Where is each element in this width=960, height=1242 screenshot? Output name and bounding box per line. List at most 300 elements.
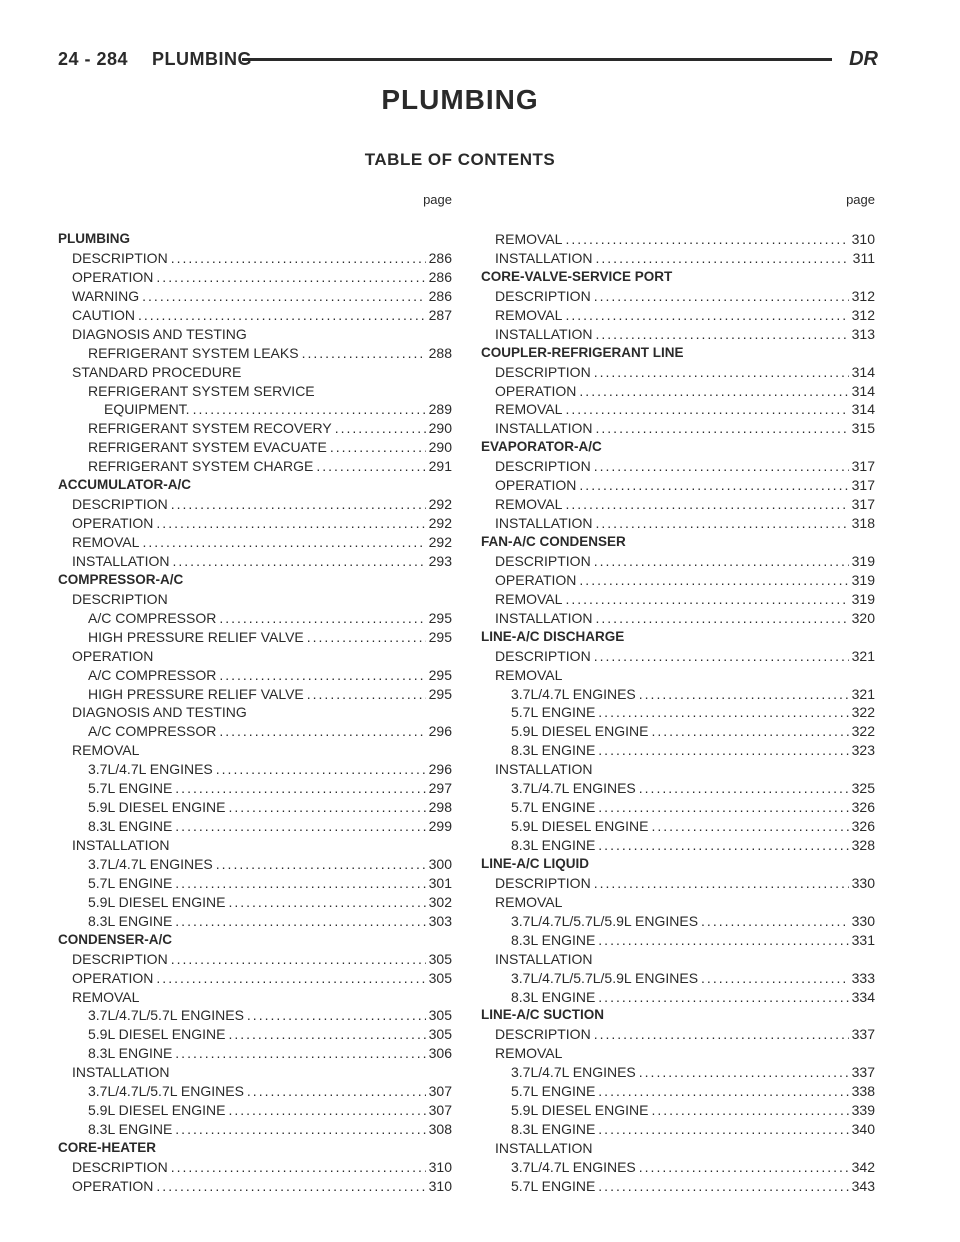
toc-entry [58, 287, 452, 306]
toc-entry-page: 303 [428, 912, 452, 929]
toc-entry-label: REFRIGERANT SYSTEM LEAKS [88, 344, 299, 361]
toc-entry-label: CORE-VALVE-SERVICE PORT [481, 268, 673, 284]
toc-entry [481, 836, 875, 855]
toc-entry [58, 703, 452, 722]
toc-entry-label: REMOVAL [495, 666, 563, 683]
toc-entry-label: 8.3L ENGINE [88, 1045, 173, 1062]
toc-entry [58, 363, 452, 382]
toc-entry-label: REMOVAL [72, 988, 140, 1005]
toc-entry-page: 326 [851, 818, 875, 835]
toc-entry [481, 1082, 875, 1101]
toc-entry-label: INSTALLATION [495, 249, 593, 266]
toc-entry-label: DESCRIPTION [495, 552, 591, 569]
toc-entry-label: OPERATION [72, 969, 154, 986]
toc-entry [481, 969, 875, 988]
dot-leader [594, 647, 849, 666]
toc-entry [481, 722, 875, 741]
toc-entry [58, 419, 452, 438]
toc-entry-label: REMOVAL [495, 401, 563, 418]
toc-entry-label: REMOVAL [495, 231, 563, 247]
toc-entry [58, 1044, 452, 1063]
dot-leader [173, 552, 426, 571]
page-column-label-left: page [423, 192, 452, 207]
dot-leader [579, 476, 848, 495]
toc-entry [481, 609, 875, 628]
dot-leader [651, 1101, 848, 1120]
toc-entry-page: 321 [851, 647, 875, 664]
toc-entry-label: REFRIGERANT SYSTEM SERVICE [88, 382, 315, 399]
toc-entry [58, 1063, 452, 1082]
toc-entry [481, 325, 875, 344]
dot-leader [228, 1101, 425, 1120]
toc-entry-page: 342 [851, 1158, 875, 1175]
toc-entry-page: 311 [852, 249, 875, 266]
toc-entry [58, 400, 452, 419]
toc-entry [58, 438, 452, 457]
toc-entry [481, 703, 875, 722]
toc-entry-page: 291 [428, 458, 452, 475]
toc-entry-label: LINE-A/C LIQUID [481, 855, 589, 871]
toc-entry-label: DIAGNOSIS AND TESTING [72, 704, 247, 721]
toc-entry-label: REMOVAL [495, 893, 563, 910]
toc-entry [58, 779, 452, 798]
toc-entry-label: DESCRIPTION [72, 249, 168, 266]
toc-entry-page: 314 [851, 363, 875, 380]
toc-entry [481, 912, 875, 931]
model-code: DR [849, 48, 878, 70]
dot-leader [598, 703, 848, 722]
dot-leader [216, 855, 426, 874]
toc-entry [58, 609, 452, 628]
dot-leader [193, 400, 426, 419]
toc-entry-label: 5.9L DIESEL ENGINE [511, 1102, 649, 1119]
toc-column-right [481, 230, 875, 1196]
toc-entry-page: 338 [851, 1083, 875, 1100]
dot-leader [598, 931, 848, 950]
toc-entry-page: 306 [428, 1045, 452, 1062]
toc-entry-label: REMOVAL [72, 742, 140, 759]
toc-section-heading [58, 476, 452, 495]
toc-entry-label: 8.3L ENGINE [88, 1121, 173, 1138]
toc-entry-label: 5.9L DIESEL ENGINE [88, 893, 226, 910]
dot-leader [579, 571, 848, 590]
toc-entry-label: 5.9L DIESEL ENGINE [511, 818, 649, 835]
toc-entry-label: STANDARD PROCEDURE [72, 363, 242, 380]
toc-entry-page: 337 [851, 1026, 875, 1043]
toc-entry [58, 874, 452, 893]
toc-entry [481, 1044, 875, 1063]
dot-leader [701, 969, 849, 988]
toc-entry-page: 317 [851, 458, 875, 475]
page-number: 24 - 284 [58, 49, 129, 69]
toc-entry-page: 290 [428, 420, 452, 437]
toc-entry-label: HIGH PRESSURE RELIEF VALVE [88, 685, 304, 702]
dot-leader [171, 950, 426, 969]
toc-entry-page: 287 [428, 306, 452, 323]
dot-leader [142, 287, 425, 306]
toc-entry [58, 685, 452, 704]
toc-entry-page: 319 [851, 552, 875, 569]
toc-entry [481, 1139, 875, 1158]
toc-entry-page: 330 [851, 912, 875, 929]
toc-entry [58, 893, 452, 912]
dot-leader [175, 1120, 425, 1139]
toc-section-heading [481, 438, 875, 457]
toc-entry-page: 299 [428, 818, 452, 835]
dot-leader [651, 817, 848, 836]
toc-entry-label: INSTALLATION [72, 1064, 170, 1081]
toc-entry [481, 457, 875, 476]
toc-entry-page: 310 [851, 231, 875, 247]
toc-entry-label: CAUTION [72, 306, 135, 323]
toc-entry [58, 817, 452, 836]
page-header [58, 46, 878, 72]
toc-entry-label: 3.7L/4.7L ENGINES [88, 761, 213, 778]
toc-entry-label: A/C COMPRESSOR [88, 666, 217, 683]
toc-entry-page: 339 [851, 1102, 875, 1119]
toc-entry [58, 855, 452, 874]
toc-entry-page: 312 [851, 287, 875, 304]
toc-entry-label: 3.7L/4.7L ENGINES [511, 780, 636, 797]
toc-entry [58, 798, 452, 817]
dot-leader [175, 779, 425, 798]
toc-entry-page: 305 [428, 969, 452, 986]
toc-entry [481, 931, 875, 950]
dot-leader [175, 1044, 425, 1063]
toc-section-heading [58, 1139, 452, 1158]
dot-leader [598, 836, 848, 855]
dot-leader [594, 287, 849, 306]
toc-entry [481, 1101, 875, 1120]
toc-entry-label: OPERATION [72, 268, 154, 285]
toc-entry-label: OPERATION [495, 571, 577, 588]
toc-entry-page: 330 [851, 874, 875, 891]
toc-entry-page: 315 [851, 420, 875, 437]
toc-entry-label: OPERATION [72, 1177, 154, 1194]
toc-entry-page: 305 [428, 950, 452, 967]
toc-entry-label: 3.7L/4.7L/5.7L/5.9L ENGINES [511, 912, 699, 929]
dot-leader [594, 457, 849, 476]
toc-entry [481, 1025, 875, 1044]
dot-leader [228, 893, 425, 912]
toc-entry [58, 760, 452, 779]
toc-entry [481, 400, 875, 419]
dot-leader [156, 969, 425, 988]
toc-entry-page: 343 [851, 1177, 875, 1194]
toc-entry-page: 314 [851, 382, 875, 399]
toc-entry-label: 5.9L DIESEL ENGINE [88, 799, 226, 816]
dot-leader [565, 590, 848, 609]
toc-entry-label: 5.7L ENGINE [511, 799, 596, 816]
toc-entry-label: FAN-A/C CONDENSER [481, 534, 626, 549]
toc-entry-label: 5.7L ENGINE [511, 1083, 596, 1100]
toc-entry-label: DIAGNOSIS AND TESTING [72, 325, 247, 342]
toc-entry-page: 317 [851, 496, 875, 513]
dot-leader [639, 685, 849, 704]
toc-entry-label: INSTALLATION [495, 609, 593, 626]
dot-leader [639, 1158, 849, 1177]
toc-entry [481, 988, 875, 1007]
toc-entry-label: 8.3L ENGINE [88, 912, 173, 929]
dot-leader [216, 760, 426, 779]
toc-entry-page: 317 [851, 477, 875, 494]
toc-entry [481, 382, 875, 401]
toc-entry [58, 1177, 452, 1196]
toc-entry [481, 495, 875, 514]
dot-leader [598, 741, 848, 760]
toc-entry-label: REMOVAL [495, 590, 563, 607]
dot-leader [565, 400, 848, 419]
toc-entry [58, 1025, 452, 1044]
toc-entry [58, 912, 452, 931]
toc-entry [481, 893, 875, 912]
toc-entry-label: DESCRIPTION [72, 1158, 168, 1175]
toc-entry-label: INSTALLATION [495, 761, 593, 778]
toc-entry-label: REMOVAL [72, 534, 140, 550]
toc-column-left [58, 230, 452, 1196]
toc-entry-label: 3.7L/4.7L/5.7L ENGINES [88, 1007, 244, 1024]
toc-entry-page: 320 [851, 609, 875, 626]
toc-entry [58, 1158, 452, 1177]
toc-entry-page: 321 [851, 685, 875, 702]
dot-leader [598, 1120, 848, 1139]
dot-leader [142, 533, 425, 552]
toc-entry-page: 292 [428, 534, 452, 550]
toc-entry-page: 308 [428, 1121, 452, 1138]
dot-leader [316, 457, 425, 476]
toc-entry-page: 295 [428, 628, 452, 645]
toc-entry-page: 305 [428, 1026, 452, 1043]
toc-entry [58, 1082, 452, 1101]
toc-entry-page: 326 [851, 799, 875, 816]
dot-leader [138, 306, 426, 325]
toc-section-heading [481, 628, 875, 647]
toc-entry-label: 5.7L ENGINE [511, 704, 596, 721]
toc-entry-label: OPERATION [495, 477, 577, 494]
toc-entry [58, 268, 452, 287]
toc-entry-page: 322 [851, 704, 875, 721]
toc-entry-label: OPERATION [72, 647, 154, 664]
toc-section-heading [481, 344, 875, 363]
toc-entry-page: 328 [851, 837, 875, 853]
toc-entry-label: LINE-A/C SUCTION [481, 1007, 604, 1023]
toc-entry-label: DESCRIPTION [72, 496, 168, 513]
toc-entry-label: OPERATION [72, 515, 154, 532]
toc-entry [481, 419, 875, 438]
toc-entry-page: 313 [851, 325, 875, 342]
dot-leader [156, 268, 425, 287]
toc-entry-page: 318 [851, 515, 875, 532]
toc-entry [481, 476, 875, 495]
toc-entry-label: 5.7L ENGINE [88, 780, 173, 797]
toc-entry-page: 322 [851, 723, 875, 740]
toc-entry [481, 1120, 875, 1139]
page-title: PLUMBING [381, 84, 539, 115]
toc-entry [481, 798, 875, 817]
toc-entry [481, 760, 875, 779]
toc-entry [481, 647, 875, 666]
dot-leader [598, 1082, 848, 1101]
toc-entry-label: 3.7L/4.7L ENGINES [511, 1064, 636, 1081]
dot-leader [579, 382, 848, 401]
toc-entry-page: 288 [428, 344, 452, 361]
toc-entry-label: 5.7L ENGINE [511, 1177, 596, 1194]
toc-entry-label: DESCRIPTION [495, 363, 591, 380]
toc-entry [58, 552, 452, 571]
dot-leader [598, 988, 848, 1007]
toc-entry-label: 3.7L/4.7L ENGINES [88, 855, 213, 872]
toc-entry-label: CORE-HEATER [58, 1140, 157, 1155]
toc-entry-label: 5.9L DIESEL ENGINE [88, 1102, 226, 1119]
toc-entry-page: 290 [428, 439, 452, 456]
toc-entry-page: 286 [428, 249, 452, 266]
toc-entry [481, 685, 875, 704]
toc-entry-page: 297 [428, 780, 452, 797]
toc-entry-label: INSTALLATION [72, 837, 170, 853]
toc-entry-label: 3.7L/4.7L/5.7L/5.9L ENGINES [511, 969, 699, 986]
toc-entry-label: INSTALLATION [495, 515, 593, 532]
toc-entry-page: 334 [851, 988, 875, 1005]
toc-entry [58, 590, 452, 609]
toc-entry-page: 331 [851, 931, 875, 948]
toc-entry-label: REFRIGERANT SYSTEM EVACUATE [88, 439, 327, 456]
dot-leader [171, 249, 426, 268]
toc-entry-label: EQUIPMENT. [104, 401, 190, 418]
toc-section-heading [481, 855, 875, 874]
dot-leader [175, 817, 425, 836]
dot-leader [307, 685, 426, 704]
toc-entry-label: DESCRIPTION [495, 1026, 591, 1043]
toc-entry-label: DESCRIPTION [495, 458, 591, 475]
toc-entry [58, 647, 452, 666]
toc-entry-label: 3.7L/4.7L ENGINES [511, 1158, 636, 1175]
dot-leader [219, 666, 425, 685]
toc-entry-page: 286 [428, 287, 452, 304]
toc-entry-page: 295 [428, 666, 452, 683]
dot-leader [307, 628, 426, 647]
toc-entry [481, 287, 875, 306]
toc-entry-page: 300 [428, 855, 452, 872]
dot-leader [302, 344, 426, 363]
toc-entry-label: DESCRIPTION [72, 590, 168, 607]
dot-leader [219, 609, 425, 628]
toc-entry-label: INSTALLATION [495, 1140, 593, 1156]
toc-entry-label: A/C COMPRESSOR [88, 723, 217, 740]
toc-entry-label: COUPLER-REFRIGERANT LINE [481, 344, 684, 360]
dot-leader [594, 363, 849, 382]
toc-entry-page: 310 [428, 1158, 452, 1175]
toc-entry-label: PLUMBING [58, 231, 130, 246]
toc-entry-label: DESCRIPTION [495, 287, 591, 304]
dot-leader [156, 1177, 425, 1196]
toc-entry-page: 292 [428, 515, 452, 532]
toc-entry-label: A/C COMPRESSOR [88, 609, 217, 626]
toc-entry-label: 8.3L ENGINE [511, 837, 596, 853]
dot-leader [598, 1177, 848, 1196]
dot-leader [596, 419, 849, 438]
toc-entry-label: INSTALLATION [72, 552, 170, 569]
toc-entry-page: 340 [851, 1121, 875, 1138]
toc-entry [481, 1063, 875, 1082]
toc-entry [58, 836, 452, 855]
toc-entry-page: 292 [428, 496, 452, 513]
toc-entry-label: WARNING [72, 287, 140, 304]
toc-entry-page: 310 [428, 1177, 452, 1194]
toc-entry [481, 552, 875, 571]
dot-leader [701, 912, 849, 931]
toc-entry-label: ACCUMULATOR-A/C [58, 477, 191, 493]
dot-leader [596, 249, 850, 268]
toc-entry-page: 295 [428, 685, 452, 702]
toc-entry-page: 333 [851, 969, 875, 986]
toc-entry-label: DESCRIPTION [495, 647, 591, 664]
dot-leader [171, 495, 426, 514]
toc-entry [481, 230, 875, 249]
dot-leader [171, 1158, 426, 1177]
toc-section-heading [481, 533, 875, 552]
dot-leader [335, 419, 426, 438]
dot-leader [596, 514, 849, 533]
toc-entry-label: 8.3L ENGINE [511, 742, 596, 759]
toc-entry [481, 741, 875, 760]
dot-leader [330, 438, 426, 457]
toc-entry [58, 457, 452, 476]
dot-leader [594, 1025, 849, 1044]
toc-entry [58, 344, 452, 363]
toc-entry-page: 289 [428, 401, 452, 418]
toc-entry-label: EVAPORATOR-A/C [481, 439, 602, 455]
toc-entry-label: DESCRIPTION [495, 874, 591, 891]
toc-entry-label: REFRIGERANT SYSTEM CHARGE [88, 458, 314, 475]
toc-entry [58, 1006, 452, 1025]
toc-entry [58, 969, 452, 988]
toc-entry-page: 296 [428, 723, 452, 740]
toc-entry-page: 307 [428, 1102, 452, 1119]
toc-entry [58, 666, 452, 685]
toc-entry-label: 3.7L/4.7L/5.7L ENGINES [88, 1083, 244, 1100]
toc-entry [58, 382, 452, 401]
page-column-label-right: page [846, 192, 875, 207]
toc-section-heading [481, 268, 875, 287]
toc-entry-label: 8.3L ENGINE [511, 931, 596, 948]
toc-entry-label: 5.7L ENGINE [88, 874, 173, 891]
toc-entry-page: 286 [428, 268, 452, 285]
toc-entry-label: REFRIGERANT SYSTEM RECOVERY [88, 420, 332, 437]
dot-leader [247, 1006, 426, 1025]
toc-entry-label: REMOVAL [495, 306, 563, 323]
toc-entry-page: 314 [851, 401, 875, 418]
toc-entry [481, 817, 875, 836]
dot-leader [565, 306, 848, 325]
dot-leader [565, 230, 848, 249]
toc-entry [58, 628, 452, 647]
toc-entry [481, 590, 875, 609]
dot-leader [639, 1063, 849, 1082]
dot-leader [247, 1082, 426, 1101]
toc-entry [58, 722, 452, 741]
toc-heading: TABLE OF CONTENTS [364, 150, 556, 169]
toc-entry [58, 325, 452, 344]
toc-entry [58, 988, 452, 1007]
toc-entry-label: 8.3L ENGINE [511, 988, 596, 1005]
toc-entry-page: 325 [851, 780, 875, 797]
toc-entry-label: HIGH PRESSURE RELIEF VALVE [88, 628, 304, 645]
toc-section-heading [58, 931, 452, 950]
toc-entry-page: 293 [428, 552, 452, 569]
toc-entry-label: COMPRESSOR-A/C [58, 571, 184, 587]
toc-entry-label: INSTALLATION [495, 420, 593, 437]
toc-section-heading [58, 230, 452, 249]
